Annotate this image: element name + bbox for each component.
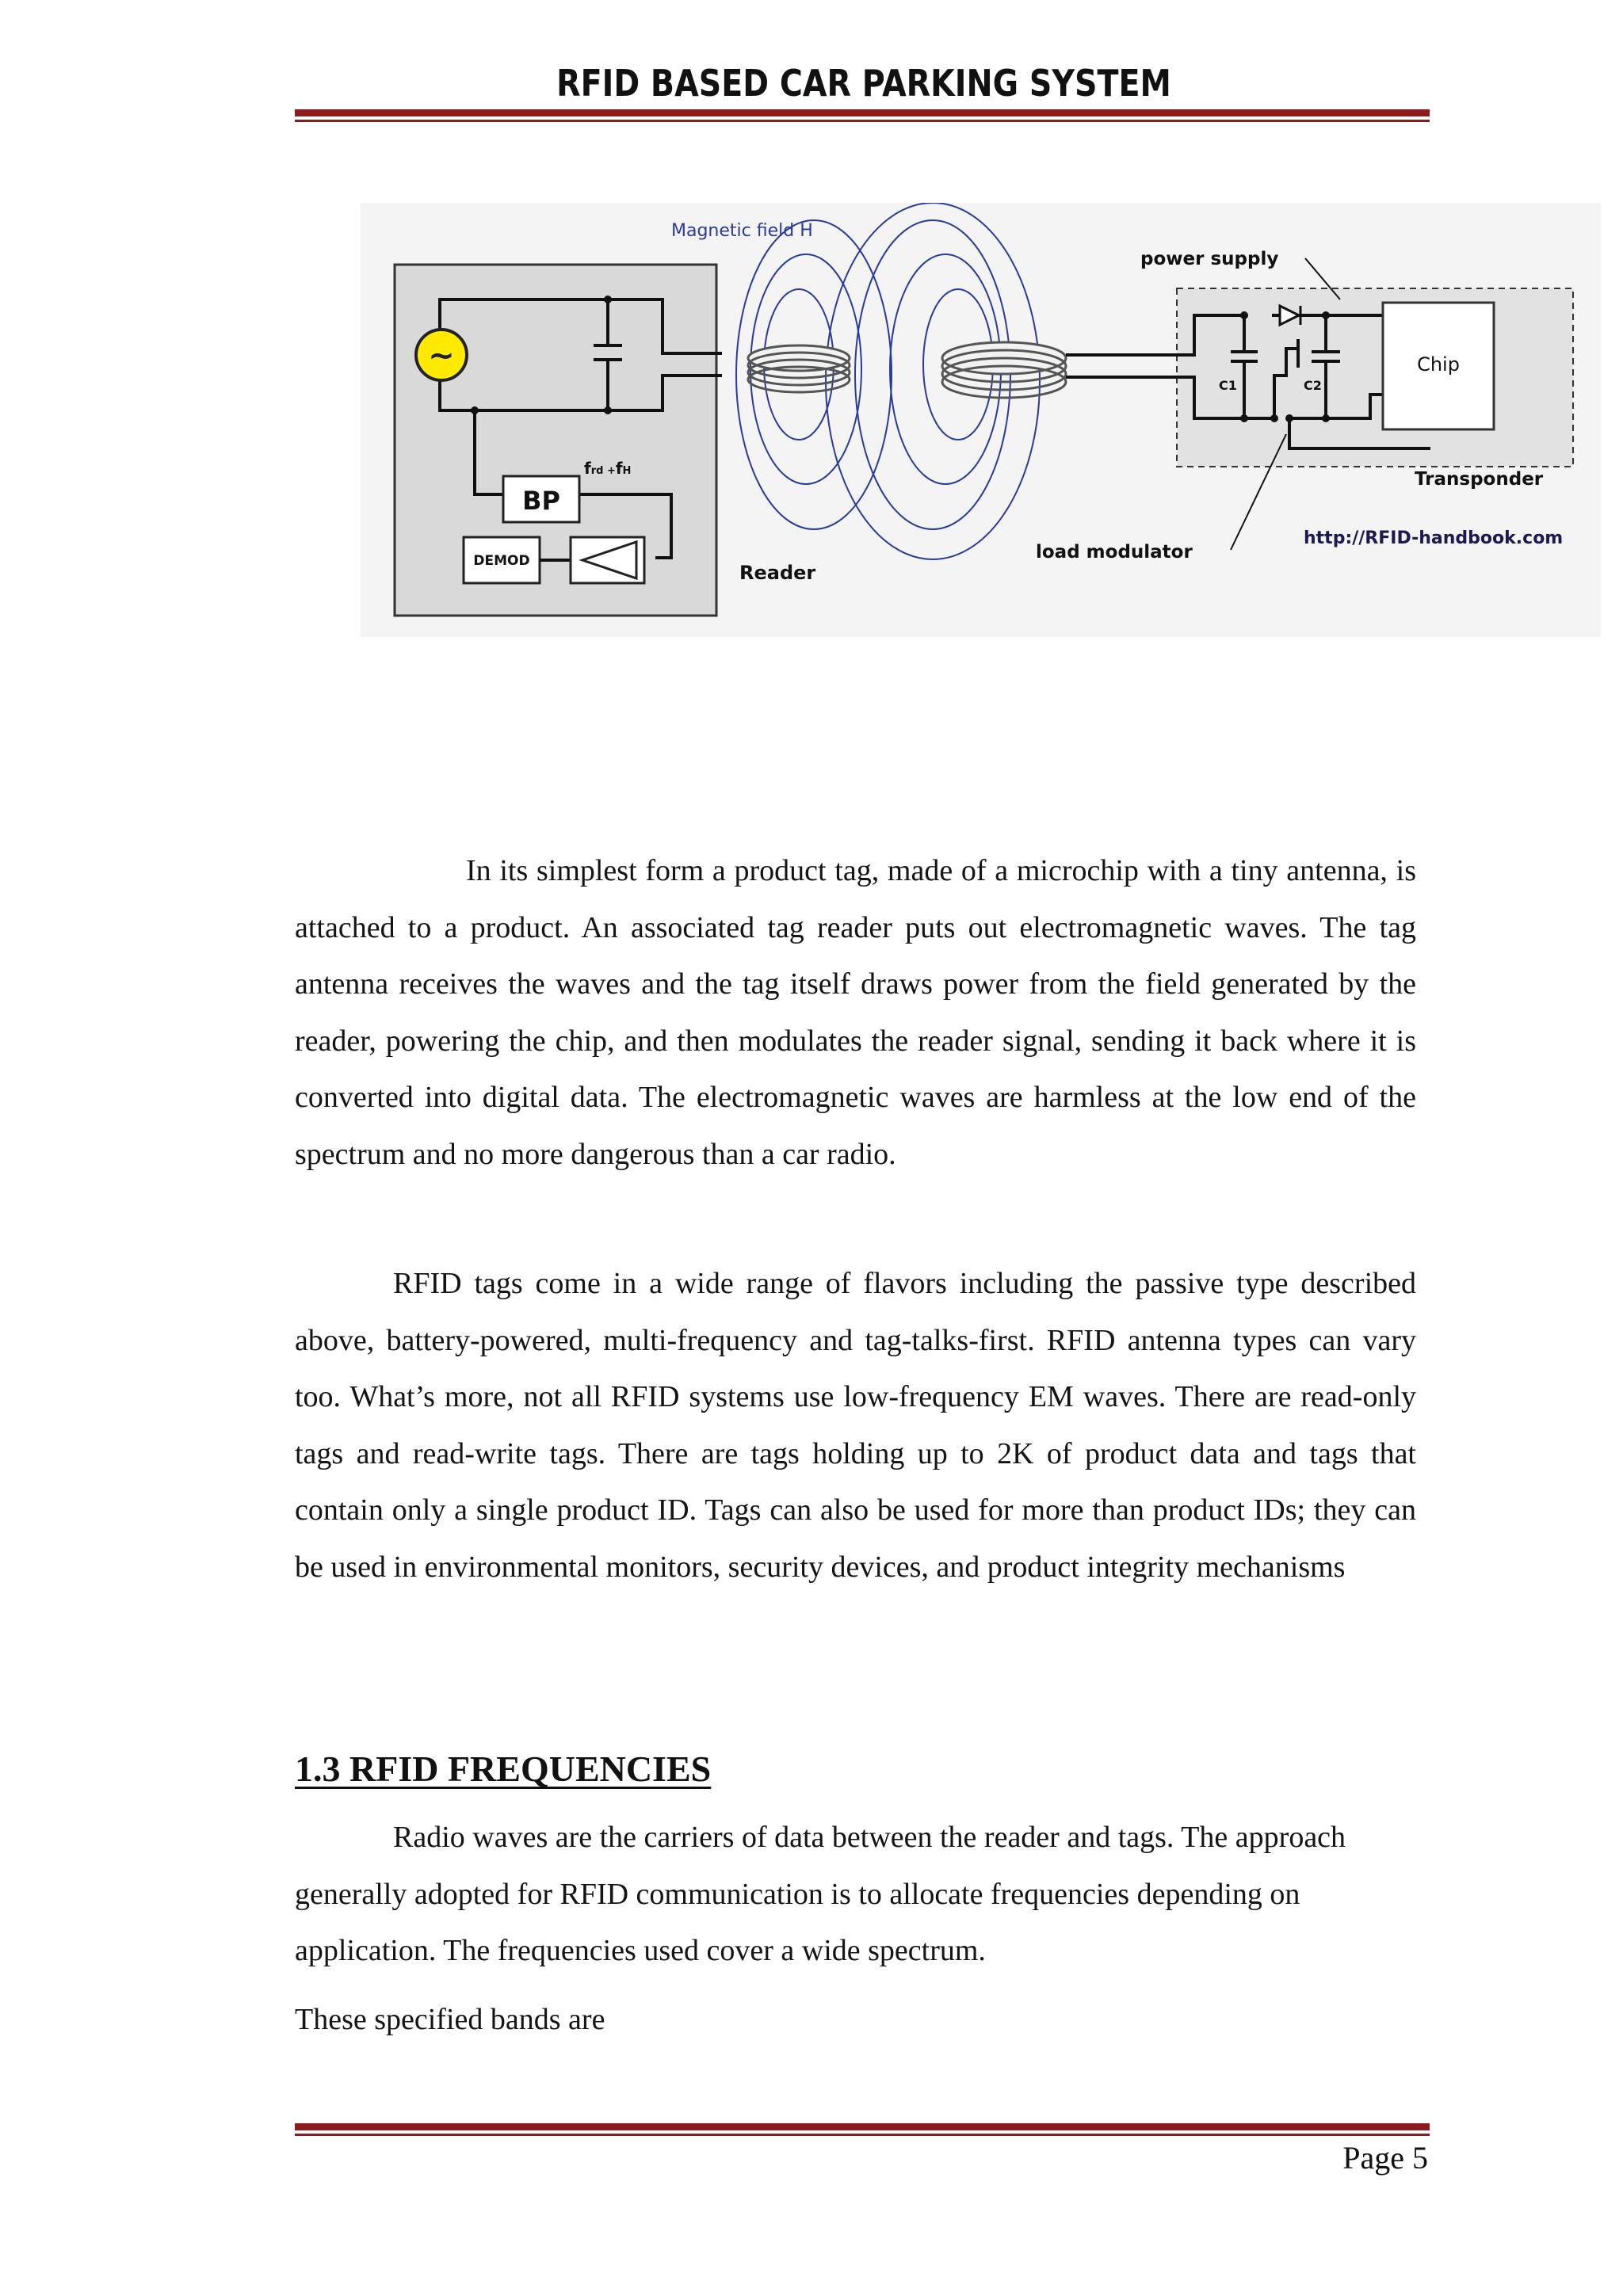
paragraph-bands: These specified bands are — [295, 2003, 605, 2036]
demod-label: DEMOD — [473, 553, 530, 569]
page-number: Page 5 — [1342, 2140, 1428, 2176]
rfid-diagram — [361, 203, 1601, 637]
rfid-diagram-figure — [361, 203, 1601, 637]
frequency-label: frd +fH — [584, 459, 632, 478]
section-heading-frequencies: 1.3 RFID FREQUENCIES — [295, 1749, 712, 1789]
page-header-title: RFID BASED CAR PARKING SYSTEM — [556, 62, 1171, 105]
power-supply-label: power supply — [1140, 249, 1279, 269]
magnetic-field-label: Magnetic field H — [671, 221, 813, 241]
chip-label: Chip — [1417, 353, 1460, 376]
c1-label: C1 — [1219, 378, 1237, 393]
paragraph-tag-types: RFID tags come in a wide range of flavors including the passive type described above, battery-powered, multi-frequency and tag-talks-first. RFID antenna types can vary too. What’s more, not all RFID systems use low-frequency EM waves. There are read-only tags and read-write tags. There are tags holding up to 2K of product data and tags that contain only a single product ID. Tags can also be used for more than product IDs; they can be used in environmental monitors, security devices, and product integrity mechanisms — [295, 1267, 1416, 1584]
source-url-label: http://RFID-handbook.com — [1304, 528, 1564, 548]
paragraph-product-tag: In its simplest form a product tag, made of a microchip with a tiny antenna, is attached to a product. An associated tag reader puts out electromagnetic waves. The tag antenna receives the waves and the tag itself draws power from the field generated by the reader, powering the chip, and then modulates the reader signal, sending it back where it is converted into digital data. The electromagnetic waves are harmless at the low end of the spectrum and no more dangerous than a car radio. — [295, 854, 1416, 1171]
header-rule — [295, 109, 1430, 122]
bp-label: BP — [522, 486, 560, 516]
paragraph-radio-waves: Radio waves are the carriers of data between the reader and tags. The approach generally adopted for RFID communication is to allocate frequencies depending on application. The frequencies used cover a wide spectrum. — [295, 1821, 1346, 1967]
reader-box — [395, 265, 716, 616]
transponder-label: Transponder — [1415, 469, 1544, 490]
reader-label: Reader — [739, 562, 816, 584]
ac-source-symbol: ~ — [428, 338, 455, 374]
load-modulator-label: load modulator — [1036, 542, 1193, 563]
c2-label: C2 — [1304, 378, 1322, 393]
footer-rule — [295, 2123, 1430, 2136]
transponder-coil-icon — [942, 342, 1066, 398]
